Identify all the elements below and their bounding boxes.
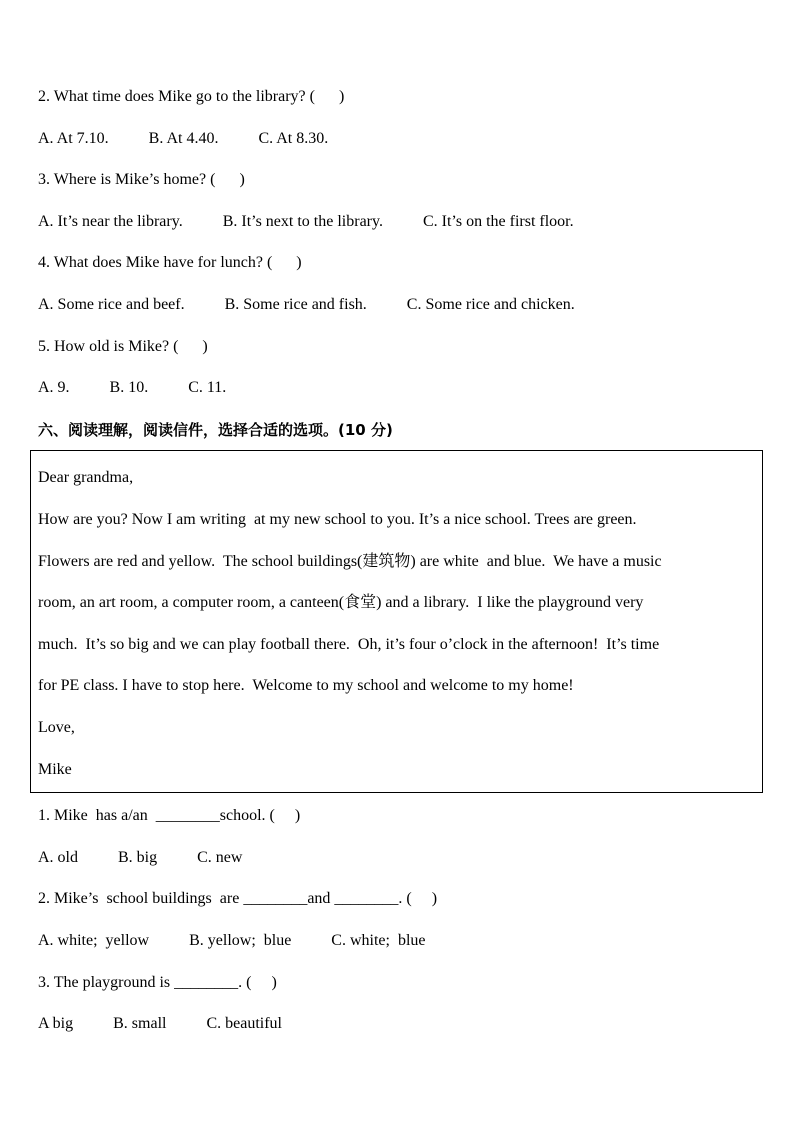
section-heading: 六、阅读理解，阅读信件，选择合适的选项。(10 分) — [38, 421, 393, 439]
question-3-options: A. It’s near the library. B. It’s next to the library. C. It’s on the first floor. — [38, 213, 574, 230]
reading-question-2-text: 2. Mike’s school buildings are ________and ________. ( ) — [38, 890, 438, 907]
letter-body-line: for PE class. I have to stop here. Welcome to my school and welcome to my home! — [38, 677, 574, 694]
reading-question-1-text: 1. Mike has a/an ________school. ( ) — [38, 807, 301, 824]
reading-question-1-options: A. old B. big C. new — [38, 849, 243, 866]
question-5-options: A. 9. B. 10. C. 11. — [38, 379, 227, 396]
letter-closing: Love, — [38, 719, 75, 736]
letter-body-line: Flowers are red and yellow. The school buildings(建筑物) are white and blue. We have a music — [38, 553, 662, 570]
reading-question-3-options: A big B. small C. beautiful — [38, 1015, 282, 1032]
letter-box — [30, 450, 763, 793]
question-4-options: A. Some rice and beef. B. Some rice and fish. C. Some rice and chicken. — [38, 296, 575, 313]
question-2-text: 2. What time does Mike go to the library? ( ) — [38, 88, 345, 105]
letter-body-line: room, an art room, a computer room, a canteen(食堂) and a library. I like the playground very — [38, 594, 644, 611]
letter-body-line: much. It’s so big and we can play football there. Oh, it’s four o’clock in the afternoon! It’s time — [38, 636, 660, 653]
reading-question-3-text: 3. The playground is ________. ( ) — [38, 974, 277, 991]
question-4-text: 4. What does Mike have for lunch? ( ) — [38, 254, 302, 271]
letter-body-line: How are you? Now I am writing at my new school to you. It’s a nice school. Trees are green. — [38, 511, 637, 528]
question-2-options: A. At 7.10. B. At 4.40. C. At 8.30. — [38, 130, 329, 147]
letter-signature: Mike — [38, 761, 72, 778]
question-3-text: 3. Where is Mike’s home? ( ) — [38, 171, 245, 188]
reading-question-2-options: A. white; yellow B. yellow; blue C. white; blue — [38, 932, 426, 949]
question-5-text: 5. How old is Mike? ( ) — [38, 338, 208, 355]
letter-greeting: Dear grandma, — [38, 469, 134, 486]
